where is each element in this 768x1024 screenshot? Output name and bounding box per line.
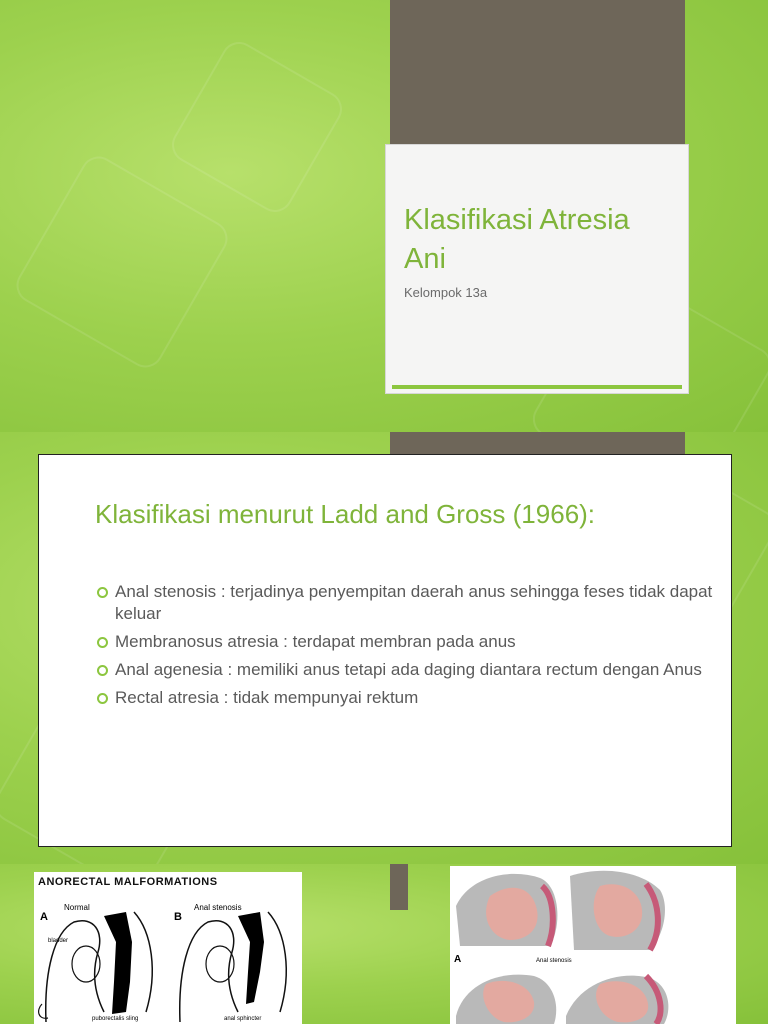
bullet-text: Anal stenosis : terjadinya penyempitan daerah anus sehingga feses tidak dapat keluar [115, 582, 713, 623]
title-accent-rule [392, 385, 682, 389]
anorectal-diagram-image [34, 872, 302, 1024]
content-card [38, 454, 732, 847]
panel-b-label: Anal stenosis [194, 903, 242, 912]
sphincter-label: anal sphincter [224, 1016, 262, 1022]
bullet-text: Anal agenesia : memiliki anus tetapi ada daging diantara rectum dengan Anus [115, 660, 702, 679]
bullet-text: Rectal atresia : tidak mempunyai rektum [115, 688, 419, 707]
bullet-item [95, 581, 715, 625]
bullet-item [95, 687, 715, 709]
panel-a-letter: A [40, 911, 48, 923]
title-card [386, 145, 688, 393]
content-slide [0, 432, 768, 864]
anal-stenosis-drawing [450, 866, 736, 1024]
background-hexagon [10, 150, 234, 374]
background-hexagon [165, 35, 348, 218]
bullet-ring-icon [97, 693, 108, 704]
bullet-ring-icon [97, 665, 108, 676]
content-title: Klasifikasi menurut Ladd and Gross (1966): [95, 499, 596, 529]
anal-stenosis-illustration [450, 866, 736, 1024]
figure-caption: Anal stenosis [536, 958, 572, 964]
image-slide-header-block [390, 864, 408, 910]
image-slide [0, 864, 768, 1024]
bullet-item [95, 631, 715, 653]
bullet-item [95, 659, 715, 681]
panel-b-letter: B [174, 911, 182, 923]
anorectal-diagram-drawing [34, 872, 302, 1024]
diagram-heading: ANORECTAL MALFORMATIONS [38, 876, 218, 888]
title-slide [0, 0, 768, 432]
bladder-label: bladder [48, 938, 69, 944]
panel-a-label: Normal [64, 903, 90, 912]
slide-subtitle: Kelompok 13a [404, 285, 488, 300]
bullet-text: Membranosus atresia : terdapat membran pada anus [115, 632, 516, 651]
slide-title: Klasifikasi Atresia Ani [404, 204, 630, 275]
puborectalis-label: puborectalis sling [92, 1016, 139, 1022]
title-image-placeholder [390, 0, 685, 144]
panel-letter: A [454, 954, 462, 965]
bullet-ring-icon [97, 587, 108, 598]
bullet-list [95, 581, 715, 715]
bullet-ring-icon [97, 637, 108, 648]
